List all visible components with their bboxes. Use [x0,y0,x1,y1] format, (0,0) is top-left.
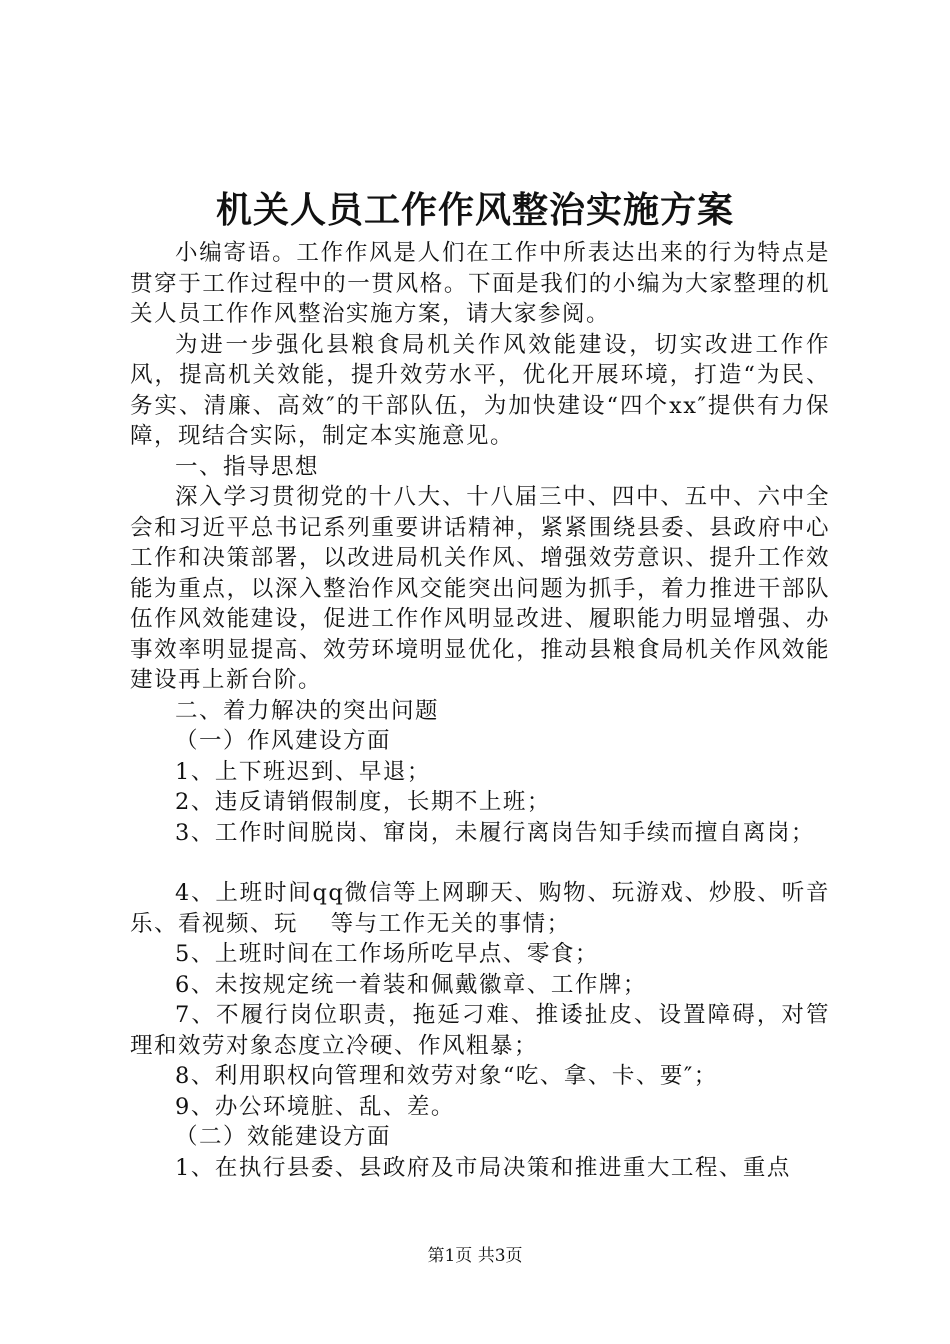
list-item: 9、办公环境脏、乱、差。 [175,1093,455,1120]
list-item: 5、上班时间在工作场所吃早点、零食； [175,941,599,967]
paragraph-intro: 小编寄语。工作作风是人们在工作中所表达出来的行为特点是贯穿于工作过程中的一贯风格。下面是我们的小编为大家整理的机关人员工作作风整治实施方案，请大家参阅。 [130,240,830,327]
list-item: 6、未按规定统一着装和佩戴徽章、工作牌； [175,971,647,998]
section-heading-guiding-ideology: 一、指导思想 [175,453,320,480]
document-title: 机关人员工作作风整治实施方案 [215,189,734,231]
list-item: 4、上班时间qq微信等上网聊天、购物、玩游戏、炒股、听音乐、看视频、玩 等与工作无关的事情； [130,880,830,937]
list-item: 8、利用职权向管理和效劳对象“吃、拿、卡、要″； [175,1063,718,1089]
subsection-heading-efficiency: （二）效能建设方面 [175,1124,392,1150]
subsection-heading-work-style: （一）作风建设方面 [175,728,392,754]
section-heading-key-problems: 二、着力解决的突出问题 [175,697,440,724]
list-item: 1、在执行县委、县政府及市局决策和推进重大工程、重点 [175,1154,791,1181]
page-footer: 第1页 共3页 [427,1246,523,1266]
list-item: 2、违反请销假制度，长期不上班； [175,789,551,815]
list-item: 7、不履行岗位职责，拖延刁难、推诿扯皮、设置障碍，对管理和效劳对象态度立冷硬、作风粗暴； [130,1002,830,1059]
document-body [130,238,830,1183]
list-item: 1、上下班迟到、早退； [175,758,431,785]
list-item: 3、工作时间脱岗、窜岗，未履行离岗告知手续而擅自离岗； [175,819,815,846]
paragraph-purpose: 为进一步强化县粮食局机关作风效能建设，切实改进工作作风，提高机关效能，提升效劳水平，优化开展环境，打造“为民、务实、清廉、高效″的干部队伍，为加快建设“四个xx″提供有力保障，现结合实际，制定本实施意见。 [130,331,830,449]
paragraph-guiding-ideology: 深入学习贯彻党的十八大、十八届三中、四中、五中、六中全会和习近平总书记系列重要讲话精神，紧紧围绕县委、县政府中心工作和决策部署，以改进局机关作风、增强效劳意识、提升工作效能为重点，以深入整治作风交能突出问题为抓手，着力推进干部队伍作风效能建设，促进工作作风明显改进、履职能力明显增强、办事效率明显提高、效劳环境明显优化，推动县粮食局机关作风效能建设再上新台阶。 [130,484,830,693]
